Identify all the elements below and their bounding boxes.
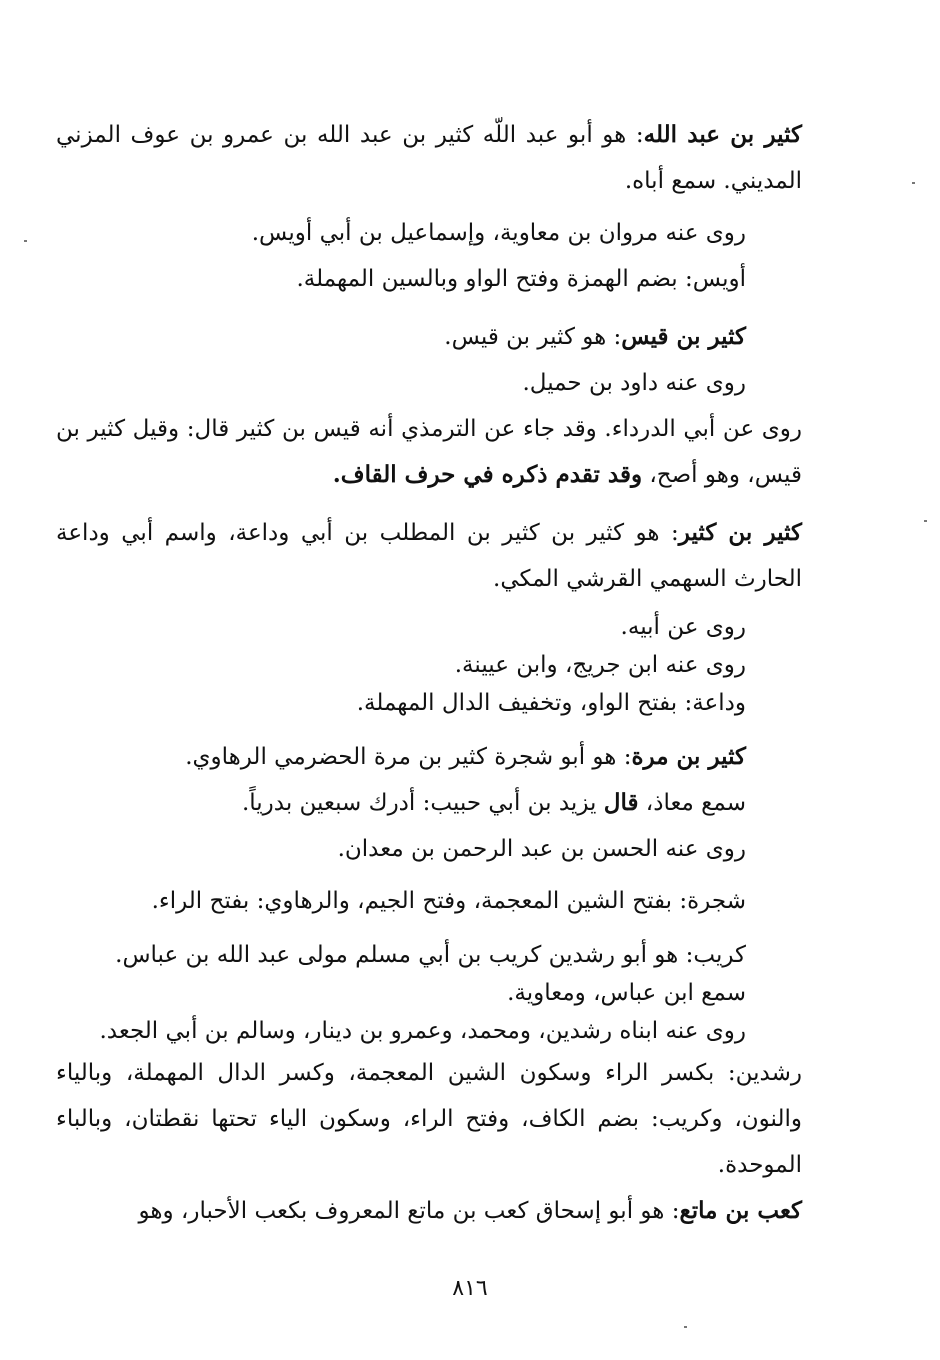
riwaya-text: روى عن أبي الدرداء. وقد جاء عن الترمذي أنه قيس بن كثير قال: وقيل كثير بن قيس، وهو أصح، bbox=[56, 416, 802, 488]
riwaya-line: روى عنه الحسن بن عبد الرحمن بن معدان. bbox=[337, 836, 746, 862]
entry-heading: كثير بن كثير bbox=[678, 519, 802, 546]
riwaya-line: روى عنه ابناه رشدين، ومحمد، وعمرو بن دينار، وسالم بن أبي الجعد. bbox=[99, 1018, 746, 1044]
riwaya-line: روى عنه داود بن حميل. bbox=[522, 370, 746, 396]
entry-text: : هو كثير بن كثير بن المطلب بن أبي وداعة، واسم أبي وداعة الحارث السهمي القرشي المكي. bbox=[56, 520, 802, 592]
entry-kathir-ibn-kathir bbox=[56, 510, 802, 602]
sama-line bbox=[56, 780, 802, 826]
spelling-note: أويس: بضم الهمزة وفتح الواو وبالسين المهملة. bbox=[296, 266, 746, 292]
entry-kab-ibn-mati bbox=[56, 1188, 802, 1234]
sama-quote: يزيد بن أبي حبيب: أدرك سبعين بدرياً. bbox=[241, 790, 597, 816]
cross-reference: وقد تقدم ذكره في حرف القاف. bbox=[332, 461, 643, 488]
entry-kathir-ibn-abdallah bbox=[56, 112, 802, 204]
entry-heading: كثير بن مرة bbox=[631, 743, 746, 770]
entry-text: : هو أبو شجرة كثير بن مرة الحضرمي الرهاوي. bbox=[185, 744, 632, 770]
riwaya-line: روى عن أبيه. bbox=[620, 614, 746, 640]
page-number: ٨١٦ bbox=[452, 1276, 488, 1301]
scan-speck bbox=[912, 182, 915, 184]
spelling-note: شجرة: بفتح الشين المعجمة، وفتح الجيم، والرهاوي: بفتح الراء. bbox=[151, 888, 746, 914]
qala-word: قال bbox=[603, 789, 639, 816]
spelling-note: وداعة: بفتح الواو، وتخفيف الدال المهملة. bbox=[356, 690, 746, 716]
scan-speck bbox=[684, 1326, 687, 1328]
entry-kurayb: كريب: هو أبو رشدين كريب بن أبي مسلم مولى عبد الله بن عباس. bbox=[115, 942, 746, 968]
entry-heading: كثير بن قيس bbox=[621, 323, 746, 350]
entry-text: : هو أبو إسحاق كعب بن ماتع المعروف بكعب الأحبار، وهو bbox=[138, 1198, 680, 1224]
entry-kathir-ibn-murra bbox=[56, 734, 802, 780]
spelling-note: رشدين: بكسر الراء وسكون الشين المعجمة، وكسر الدال المهملة، وبالياء والنون، وكريب: بضم الكاف، وفتح الراء، وسكون الياء تحتها نقطتان، وبالباء الموحدة. bbox=[56, 1060, 802, 1178]
riwaya-line: روى عنه مروان بن معاوية، وإسماعيل بن أبي أويس. bbox=[251, 220, 746, 246]
entry-kathir-ibn-qays bbox=[56, 314, 802, 360]
scan-speck bbox=[924, 520, 927, 522]
entry-heading: كثير بن عبد الله bbox=[643, 121, 802, 148]
entry-text: : هو كثير بن قيس. bbox=[444, 324, 622, 350]
riwaya-line: روى عنه ابن جريج، وابن عيينة. bbox=[454, 652, 746, 678]
page-body bbox=[56, 112, 802, 1234]
entry-heading: كعب بن ماتع bbox=[679, 1197, 802, 1224]
entry-text: : هو أبو عبد اللّه كثير بن عبد الله بن عمرو بن عوف المزني المديني. سمع أباه. bbox=[56, 122, 802, 194]
sama-line: سمع ابن عباس، ومعاوية. bbox=[507, 980, 746, 1006]
scan-speck bbox=[24, 240, 27, 242]
riwaya-paragraph bbox=[56, 406, 802, 498]
sama-text: سمع معاذ، bbox=[645, 790, 746, 816]
